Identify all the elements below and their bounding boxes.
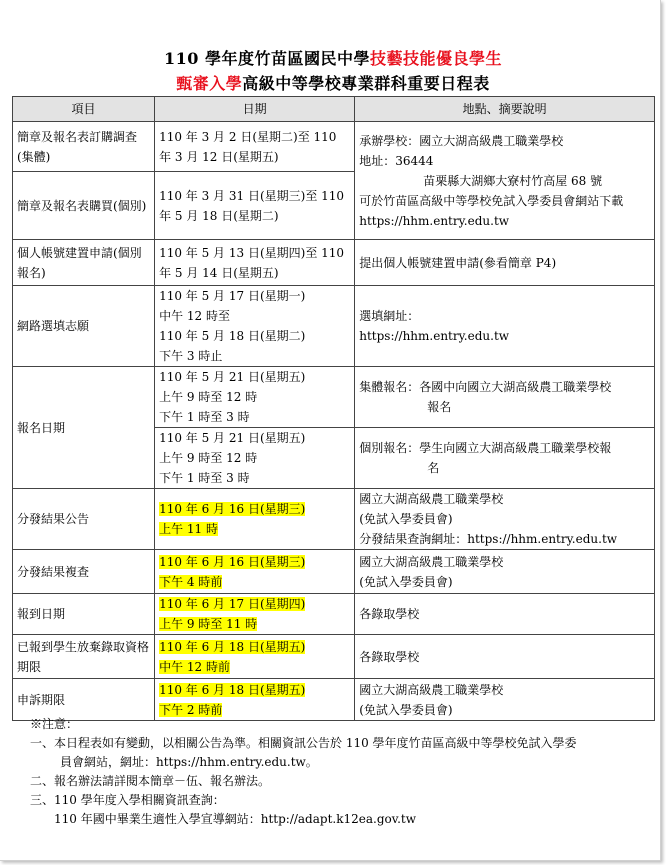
item-cell: 個人帳號建置申請(個別報名): [13, 240, 155, 286]
item-cell: 報名日期: [13, 367, 155, 489]
date-cell: [155, 635, 355, 679]
location-cell: 國立大湖高級農工職業學校 (免試入學委員會): [355, 679, 655, 721]
note-item-continuation: 110 年國中畢業生適性入學宣導網站：http://adapt.k12ea.gov.tw: [54, 812, 416, 826]
highlighted-time: 下午 2 時前: [159, 702, 223, 717]
notes-section: [30, 715, 577, 829]
location-cell: 各錄取學校: [355, 594, 655, 635]
item-cell: 簡章及報名表購買(個別): [13, 172, 155, 240]
title-highlight: 甄審入學: [176, 74, 243, 93]
title-highlight: 技藝技能優良學生: [369, 49, 502, 68]
table-row: [13, 240, 655, 286]
highlighted-date: 110 年 6 月 18 日(星期五): [159, 682, 306, 697]
table-row: [13, 635, 655, 679]
page-title-line1: 110 學年度竹苗區國民中學技藝技能優良學生: [164, 49, 502, 68]
date-cell: 110 年 3 月 31 日(星期三)至 110 年 5 月 18 日(星期二): [155, 172, 355, 240]
date-cell: 110 年 5 月 13 日(星期四)至 110 年 5 月 14 日(星期五): [155, 240, 355, 286]
highlighted-time: 下午 4 時前: [159, 574, 223, 589]
table-row: [13, 489, 655, 550]
table-header-row: [13, 97, 655, 122]
date-cell: 110 年 5 月 17 日(星期一) 中午 12 時至 110 年 5 月 18 日(星期二) 下午 3 時止: [155, 286, 355, 367]
item-cell: 分發結果複查: [13, 550, 155, 594]
page-title-line2: 甄審入學高級中等學校專業群科重要日程表: [176, 74, 490, 93]
date-cell: 110 年 5 月 21 日(星期五) 上午 9 時至 12 時 下午 1 時至 3 時: [155, 367, 355, 428]
location-cell: 各錄取學校: [355, 635, 655, 679]
item-cell: 分發結果公告: [13, 489, 155, 550]
location-cell: 選填網址： https://hhm.entry.edu.tw: [355, 286, 655, 367]
highlighted-date: 110 年 6 月 16 日(星期三): [159, 502, 306, 516]
note-item: 一、本日程表如有變動，以相關公告為準。相關資訊公告於 110 學年度竹苗區高級中等學校免試入學委: [30, 736, 577, 750]
table-row: [13, 122, 655, 172]
note-item: 二、報名辦法請詳閱本簡章－伍、報名辦法。: [30, 774, 271, 788]
schedule-table: [12, 96, 655, 721]
item-cell: 報到日期: [13, 594, 155, 635]
highlighted-date: 110 年 6 月 18 日(星期五): [159, 639, 306, 654]
date-cell: [155, 550, 355, 594]
location-cell: 集體報名：各國中向國立大湖高級農工職業學校 報名: [355, 367, 655, 428]
date-cell: 110 年 3 月 2 日(星期二)至 110 年 3 月 12 日(星期五): [155, 122, 355, 172]
note-item-continuation: 員會網站，網址：https://hhm.entry.edu.tw。: [60, 755, 318, 769]
location-cell: 國立大湖高級農工職業學校 (免試入學委員會) 分發結果查詢網址：https://hhm.entry.edu.tw: [355, 489, 655, 550]
date-cell: [155, 594, 355, 635]
location-cell: 提出個人帳號建置申請(參看簡章 P4): [355, 240, 655, 286]
item-cell: 網路選填志願: [13, 286, 155, 367]
note-item: 三、110 學年度入學相關資訊查詢：: [30, 793, 225, 807]
table-row: [13, 594, 655, 635]
item-cell: 申訴期限: [13, 679, 155, 721]
date-cell: [155, 489, 355, 550]
highlighted-time: 中午 12 時前: [159, 659, 230, 674]
highlighted-date: 110 年 6 月 16 日(星期三): [159, 554, 306, 569]
notes-heading: ※注意：: [30, 717, 79, 731]
column-header: 地點、摘要說明: [355, 97, 655, 122]
table-row: [13, 367, 655, 428]
table-row: [13, 286, 655, 367]
table-row: [13, 550, 655, 594]
column-header: 日期: [155, 97, 355, 122]
highlighted-time: 上午 9 時至 11 時: [159, 617, 258, 631]
item-cell: 簡章及報名表訂購調查(集體): [13, 122, 155, 172]
column-header: 項目: [13, 97, 155, 122]
location-cell: 國立大湖高級農工職業學校 (免試入學委員會): [355, 550, 655, 594]
date-cell: 110 年 5 月 21 日(星期五) 上午 9 時至 12 時 下午 1 時至 3 時: [155, 428, 355, 489]
highlighted-date: 110 年 6 月 17 日(星期四): [159, 597, 306, 611]
highlighted-time: 上午 11 時: [159, 522, 218, 536]
location-cell: 承辦學校：國立大湖高級農工職業學校 地址：36444 苗栗縣大湖鄉大寮村竹高屋 68 號 可於竹苗區高級中等學校免試入學委員會網站下載 https://hhm.entry.edu.tw: [355, 122, 655, 240]
item-cell: 已報到學生放棄錄取資格期限: [13, 635, 155, 679]
location-cell: 個別報名：學生向國立大湖高級農工職業學校報 名: [355, 428, 655, 489]
